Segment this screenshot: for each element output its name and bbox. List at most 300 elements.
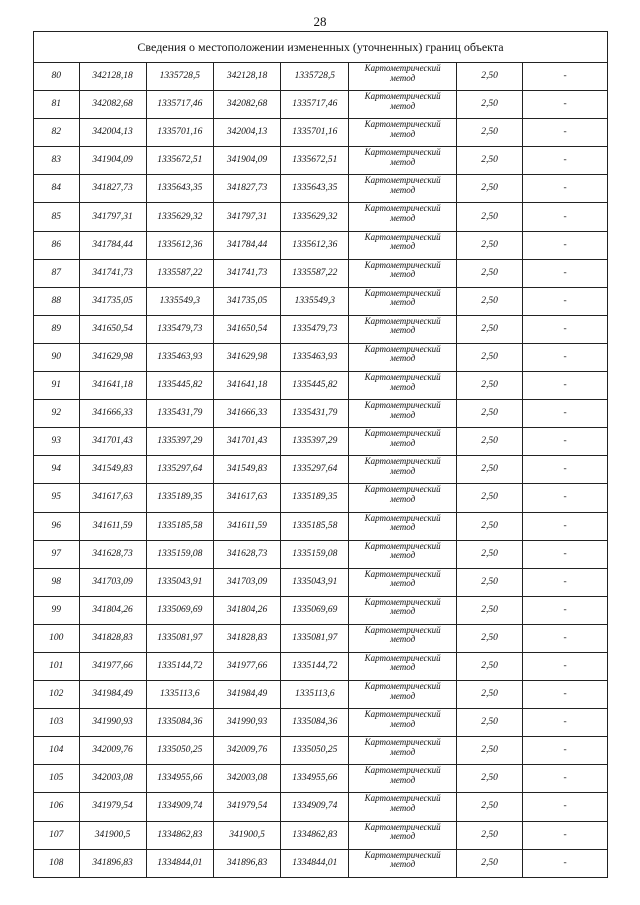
table-row [34, 147, 608, 175]
point-number-cell: 105 [34, 765, 80, 793]
method-line-2: метод [390, 774, 416, 785]
point-number-cell: 94 [34, 456, 80, 484]
new-x-cell: 341666,33 [213, 400, 280, 428]
new-y-cell: 1335629,32 [281, 203, 349, 231]
table-row [34, 512, 608, 540]
table-body [34, 32, 608, 878]
new-y-cell: 1335189,35 [281, 484, 349, 512]
table-row [34, 568, 608, 596]
accuracy-cell: 2,50 [456, 624, 522, 652]
new-y-cell: 1334844,01 [281, 849, 349, 877]
note-cell: - [523, 765, 608, 793]
note-cell: - [523, 175, 608, 203]
method-line-2: метод [390, 353, 416, 364]
existing-x-cell: 341549,83 [79, 456, 146, 484]
method-cell [349, 793, 457, 821]
point-number-cell: 85 [34, 203, 80, 231]
table-row [34, 681, 608, 709]
accuracy-cell: 2,50 [456, 849, 522, 877]
method-line-1: Картометрический [364, 484, 441, 495]
page-number: 28 [313, 14, 327, 29]
note-cell: - [523, 428, 608, 456]
point-number-cell: 88 [34, 287, 80, 315]
table-row [34, 484, 608, 512]
existing-y-cell: 1335728,5 [146, 63, 213, 91]
new-x-cell: 341617,63 [213, 484, 280, 512]
existing-x-cell: 341900,5 [79, 821, 146, 849]
table-row [34, 287, 608, 315]
method-cell [349, 456, 457, 484]
existing-x-cell: 342128,18 [79, 63, 146, 91]
method-line-2: метод [390, 241, 416, 252]
table-row [34, 709, 608, 737]
method-line-2: метод [390, 522, 416, 532]
new-x-cell: 342009,76 [213, 737, 280, 765]
method-line-1: Картометрический [364, 568, 441, 579]
point-number-cell: 87 [34, 259, 80, 287]
existing-x-cell: 342082,68 [79, 91, 146, 119]
table-row [34, 372, 608, 400]
new-y-cell: 1335479,73 [281, 315, 349, 343]
method-cell [349, 512, 457, 540]
existing-x-cell: 341666,33 [79, 400, 146, 428]
existing-y-cell: 1335159,08 [146, 540, 213, 568]
accuracy-cell: 2,50 [456, 175, 522, 203]
existing-x-cell: 341904,09 [79, 147, 146, 175]
existing-x-cell: 341650,54 [79, 315, 146, 343]
new-y-cell: 1335113,6 [281, 681, 349, 709]
note-cell: - [523, 231, 608, 259]
new-y-cell: 1335587,22 [281, 259, 349, 287]
accuracy-cell: 2,50 [456, 484, 522, 512]
method-cell [349, 203, 457, 231]
accuracy-cell: 2,50 [456, 456, 522, 484]
existing-y-cell: 1335185,58 [146, 512, 213, 540]
method-line-2: метод [390, 325, 416, 336]
note-cell: - [523, 737, 608, 765]
method-line-2: метод [390, 746, 416, 757]
point-number-cell: 102 [34, 681, 80, 709]
method-cell [349, 821, 457, 849]
existing-y-cell: 1335445,82 [146, 372, 213, 400]
note-cell: - [523, 203, 608, 231]
method-cell [349, 175, 457, 203]
new-x-cell: 341900,5 [213, 821, 280, 849]
new-x-cell: 341735,05 [213, 287, 280, 315]
accuracy-cell: 2,50 [456, 372, 522, 400]
method-line-2: метод [390, 606, 416, 617]
accuracy-cell: 2,50 [456, 400, 522, 428]
note-cell: - [523, 315, 608, 343]
method-line-1: Картометрический [364, 456, 441, 467]
method-line-2: метод [390, 381, 416, 392]
method-line-2: метод [390, 269, 416, 280]
table-title-row [34, 32, 608, 63]
new-y-cell: 1334909,74 [281, 793, 349, 821]
table-row [34, 765, 608, 793]
existing-x-cell: 341617,63 [79, 484, 146, 512]
new-x-cell: 341804,26 [213, 596, 280, 624]
existing-x-cell: 341990,93 [79, 709, 146, 737]
new-y-cell: 1335643,35 [281, 175, 349, 203]
method-line-2: метод [390, 409, 416, 420]
accuracy-cell: 2,50 [456, 343, 522, 371]
method-line-2: метод [390, 128, 416, 139]
existing-y-cell: 1335717,46 [146, 91, 213, 119]
method-line-2: метод [390, 802, 416, 813]
existing-x-cell: 342004,13 [79, 119, 146, 147]
method-cell [349, 343, 457, 371]
existing-y-cell: 1335189,35 [146, 484, 213, 512]
method-line-1: Картометрический [364, 765, 441, 776]
new-y-cell: 1335081,97 [281, 624, 349, 652]
method-cell [349, 568, 457, 596]
method-line-1: Картометрический [364, 709, 441, 720]
method-line-1: Картометрический [364, 512, 441, 523]
table-row [34, 91, 608, 119]
accuracy-cell: 2,50 [456, 287, 522, 315]
existing-y-cell: 1335479,73 [146, 315, 213, 343]
accuracy-cell: 2,50 [456, 119, 522, 147]
point-number-cell: 100 [34, 624, 80, 652]
table-row [34, 259, 608, 287]
new-y-cell: 1335159,08 [281, 540, 349, 568]
table-row [34, 400, 608, 428]
new-y-cell: 1335043,91 [281, 568, 349, 596]
note-cell: - [523, 624, 608, 652]
new-x-cell: 341641,18 [213, 372, 280, 400]
method-cell [349, 315, 457, 343]
method-line-1: Картометрический [364, 372, 441, 383]
method-line-2: метод [390, 859, 416, 870]
new-x-cell: 341703,09 [213, 568, 280, 596]
new-x-cell: 341611,59 [213, 512, 280, 540]
new-x-cell: 341629,98 [213, 343, 280, 371]
table-row [34, 624, 608, 652]
table-row [34, 231, 608, 259]
existing-x-cell: 341979,54 [79, 793, 146, 821]
new-x-cell: 341784,44 [213, 231, 280, 259]
table-row [34, 315, 608, 343]
new-x-cell: 341827,73 [213, 175, 280, 203]
point-number-cell: 107 [34, 821, 80, 849]
method-line-2: метод [390, 718, 416, 729]
new-y-cell: 1335185,58 [281, 512, 349, 540]
method-line-1: Картометрический [364, 287, 441, 298]
new-y-cell: 1335084,36 [281, 709, 349, 737]
point-number-cell: 84 [34, 175, 80, 203]
accuracy-cell: 2,50 [456, 793, 522, 821]
method-line-1: Картометрический [364, 91, 441, 102]
new-x-cell: 342128,18 [213, 63, 280, 91]
existing-x-cell: 341827,73 [79, 175, 146, 203]
accuracy-cell: 2,50 [456, 737, 522, 765]
method-cell [349, 91, 457, 119]
existing-x-cell: 341797,31 [79, 203, 146, 231]
existing-x-cell: 341896,83 [79, 849, 146, 877]
new-y-cell: 1335144,72 [281, 652, 349, 680]
new-y-cell: 1335463,93 [281, 343, 349, 371]
method-cell [349, 681, 457, 709]
table-row [34, 63, 608, 91]
new-x-cell: 341549,83 [213, 456, 280, 484]
accuracy-cell: 2,50 [456, 540, 522, 568]
existing-y-cell: 1335069,69 [146, 596, 213, 624]
point-number-cell: 103 [34, 709, 80, 737]
new-y-cell: 1335728,5 [281, 63, 349, 91]
method-cell [349, 540, 457, 568]
point-number-cell: 89 [34, 315, 80, 343]
existing-y-cell: 1335463,93 [146, 343, 213, 371]
method-line-2: метод [390, 100, 416, 111]
method-line-1: Картометрический [364, 259, 441, 270]
existing-y-cell: 1334955,66 [146, 765, 213, 793]
method-line-1: Картометрический [364, 849, 441, 860]
method-line-2: метод [390, 578, 416, 589]
existing-x-cell: 341611,59 [79, 512, 146, 540]
new-y-cell: 1334955,66 [281, 765, 349, 793]
existing-y-cell: 1335431,79 [146, 400, 213, 428]
method-line-1: Картометрический [364, 793, 441, 804]
existing-y-cell: 1335297,64 [146, 456, 213, 484]
table-row [34, 849, 608, 877]
accuracy-cell: 2,50 [456, 147, 522, 175]
existing-x-cell: 342003,08 [79, 765, 146, 793]
method-line-2: метод [390, 634, 416, 645]
method-cell [349, 652, 457, 680]
new-y-cell: 1335672,51 [281, 147, 349, 175]
table-row [34, 343, 608, 371]
existing-x-cell: 341703,09 [79, 568, 146, 596]
method-cell [349, 372, 457, 400]
new-x-cell: 341904,09 [213, 147, 280, 175]
point-number-cell: 95 [34, 484, 80, 512]
existing-y-cell: 1335144,72 [146, 652, 213, 680]
point-number-cell: 97 [34, 540, 80, 568]
table-row [34, 540, 608, 568]
existing-x-cell: 341804,26 [79, 596, 146, 624]
note-cell: - [523, 652, 608, 680]
note-cell: - [523, 568, 608, 596]
note-cell: - [523, 456, 608, 484]
new-y-cell: 1335549,3 [281, 287, 349, 315]
point-number-cell: 81 [34, 91, 80, 119]
table-row [34, 737, 608, 765]
existing-x-cell: 342009,76 [79, 737, 146, 765]
method-cell [349, 596, 457, 624]
point-number-cell: 96 [34, 512, 80, 540]
accuracy-cell: 2,50 [456, 231, 522, 259]
existing-y-cell: 1335397,29 [146, 428, 213, 456]
point-number-cell: 91 [34, 372, 80, 400]
method-cell [349, 63, 457, 91]
note-cell: - [523, 259, 608, 287]
new-x-cell: 341828,83 [213, 624, 280, 652]
accuracy-cell: 2,50 [456, 568, 522, 596]
existing-x-cell: 341701,43 [79, 428, 146, 456]
method-line-1: Картометрический [364, 624, 441, 635]
point-number-cell: 108 [34, 849, 80, 877]
note-cell: - [523, 596, 608, 624]
method-cell [349, 849, 457, 877]
table-row [34, 456, 608, 484]
accuracy-cell: 2,50 [456, 765, 522, 793]
note-cell: - [523, 512, 608, 540]
existing-x-cell: 341629,98 [79, 343, 146, 371]
point-number-cell: 104 [34, 737, 80, 765]
existing-y-cell: 1334844,01 [146, 849, 213, 877]
point-number-cell: 101 [34, 652, 80, 680]
method-line-1: Картометрический [364, 147, 441, 158]
method-line-1: Картометрический [364, 63, 441, 73]
table-row [34, 119, 608, 147]
existing-y-cell: 1335050,25 [146, 737, 213, 765]
note-cell: - [523, 147, 608, 175]
accuracy-cell: 2,50 [456, 821, 522, 849]
point-number-cell: 106 [34, 793, 80, 821]
method-line-1: Картометрический [364, 652, 441, 663]
method-cell [349, 737, 457, 765]
accuracy-cell: 2,50 [456, 91, 522, 119]
method-line-1: Картометрический [364, 231, 441, 242]
note-cell: - [523, 343, 608, 371]
existing-y-cell: 1335084,36 [146, 709, 213, 737]
existing-y-cell: 1334862,83 [146, 821, 213, 849]
note-cell: - [523, 119, 608, 147]
existing-y-cell: 1335549,3 [146, 287, 213, 315]
existing-x-cell: 341628,73 [79, 540, 146, 568]
point-number-cell: 83 [34, 147, 80, 175]
table-row [34, 652, 608, 680]
accuracy-cell: 2,50 [456, 315, 522, 343]
table-row [34, 596, 608, 624]
method-line-2: метод [390, 550, 416, 561]
method-line-1: Картометрический [364, 203, 441, 214]
point-number-cell: 86 [34, 231, 80, 259]
point-number-cell: 99 [34, 596, 80, 624]
method-line-2: метод [390, 465, 416, 476]
new-x-cell: 342004,13 [213, 119, 280, 147]
method-line-1: Картометрический [364, 540, 441, 551]
existing-y-cell: 1335701,16 [146, 119, 213, 147]
method-line-2: метод [390, 662, 416, 673]
existing-y-cell: 1335643,35 [146, 175, 213, 203]
new-y-cell: 1334862,83 [281, 821, 349, 849]
method-line-2: метод [390, 184, 416, 195]
note-cell: - [523, 484, 608, 512]
table-row [34, 821, 608, 849]
note-cell: - [523, 793, 608, 821]
new-x-cell: 341990,93 [213, 709, 280, 737]
note-cell: - [523, 372, 608, 400]
new-y-cell: 1335431,79 [281, 400, 349, 428]
method-cell [349, 147, 457, 175]
existing-x-cell: 341977,66 [79, 652, 146, 680]
accuracy-cell: 2,50 [456, 596, 522, 624]
method-line-2: метод [390, 437, 416, 448]
existing-x-cell: 341828,83 [79, 624, 146, 652]
table-row [34, 428, 608, 456]
new-y-cell: 1335445,82 [281, 372, 349, 400]
new-x-cell: 341628,73 [213, 540, 280, 568]
existing-y-cell: 1335629,32 [146, 203, 213, 231]
new-x-cell: 341701,43 [213, 428, 280, 456]
new-y-cell: 1335397,29 [281, 428, 349, 456]
point-number-cell: 93 [34, 428, 80, 456]
point-number-cell: 92 [34, 400, 80, 428]
note-cell: - [523, 709, 608, 737]
point-number-cell: 90 [34, 343, 80, 371]
point-number-cell: 98 [34, 568, 80, 596]
new-x-cell: 341977,66 [213, 652, 280, 680]
method-cell [349, 119, 457, 147]
method-line-2: метод [390, 831, 416, 842]
method-line-1: Картометрический [364, 428, 441, 439]
method-line-1: Картометрический [364, 315, 441, 326]
existing-x-cell: 341641,18 [79, 372, 146, 400]
accuracy-cell: 2,50 [456, 203, 522, 231]
accuracy-cell: 2,50 [456, 428, 522, 456]
new-y-cell: 1335050,25 [281, 737, 349, 765]
new-x-cell: 341797,31 [213, 203, 280, 231]
table-title: Сведения о местоположении измененных (уточненных) границ объекта [34, 32, 608, 63]
method-line-2: метод [390, 212, 416, 223]
method-cell [349, 400, 457, 428]
existing-x-cell: 341984,49 [79, 681, 146, 709]
new-x-cell: 341979,54 [213, 793, 280, 821]
existing-x-cell: 341784,44 [79, 231, 146, 259]
method-cell [349, 287, 457, 315]
method-line-2: метод [390, 493, 416, 504]
note-cell: - [523, 63, 608, 91]
method-cell [349, 484, 457, 512]
note-cell: - [523, 849, 608, 877]
new-x-cell: 342082,68 [213, 91, 280, 119]
table-row [34, 175, 608, 203]
new-y-cell: 1335701,16 [281, 119, 349, 147]
method-line-1: Картометрический [364, 596, 441, 607]
accuracy-cell: 2,50 [456, 63, 522, 91]
accuracy-cell: 2,50 [456, 681, 522, 709]
method-cell [349, 709, 457, 737]
existing-y-cell: 1335043,91 [146, 568, 213, 596]
existing-y-cell: 1335672,51 [146, 147, 213, 175]
new-y-cell: 1335069,69 [281, 596, 349, 624]
method-line-2: метод [390, 72, 416, 83]
table-row [34, 203, 608, 231]
note-cell: - [523, 287, 608, 315]
new-y-cell: 1335717,46 [281, 91, 349, 119]
existing-y-cell: 1335113,6 [146, 681, 213, 709]
new-x-cell: 341650,54 [213, 315, 280, 343]
method-cell [349, 231, 457, 259]
point-number-cell: 80 [34, 63, 80, 91]
new-y-cell: 1335612,36 [281, 231, 349, 259]
existing-y-cell: 1335612,36 [146, 231, 213, 259]
method-line-2: метод [390, 690, 416, 701]
new-x-cell: 341896,83 [213, 849, 280, 877]
existing-y-cell: 1334909,74 [146, 793, 213, 821]
method-line-1: Картометрический [364, 737, 441, 748]
method-line-1: Картометрический [364, 681, 441, 692]
note-cell: - [523, 540, 608, 568]
accuracy-cell: 2,50 [456, 259, 522, 287]
existing-x-cell: 341741,73 [79, 259, 146, 287]
method-cell [349, 624, 457, 652]
method-line-1: Картометрический [364, 821, 441, 832]
new-y-cell: 1335297,64 [281, 456, 349, 484]
new-x-cell: 341741,73 [213, 259, 280, 287]
